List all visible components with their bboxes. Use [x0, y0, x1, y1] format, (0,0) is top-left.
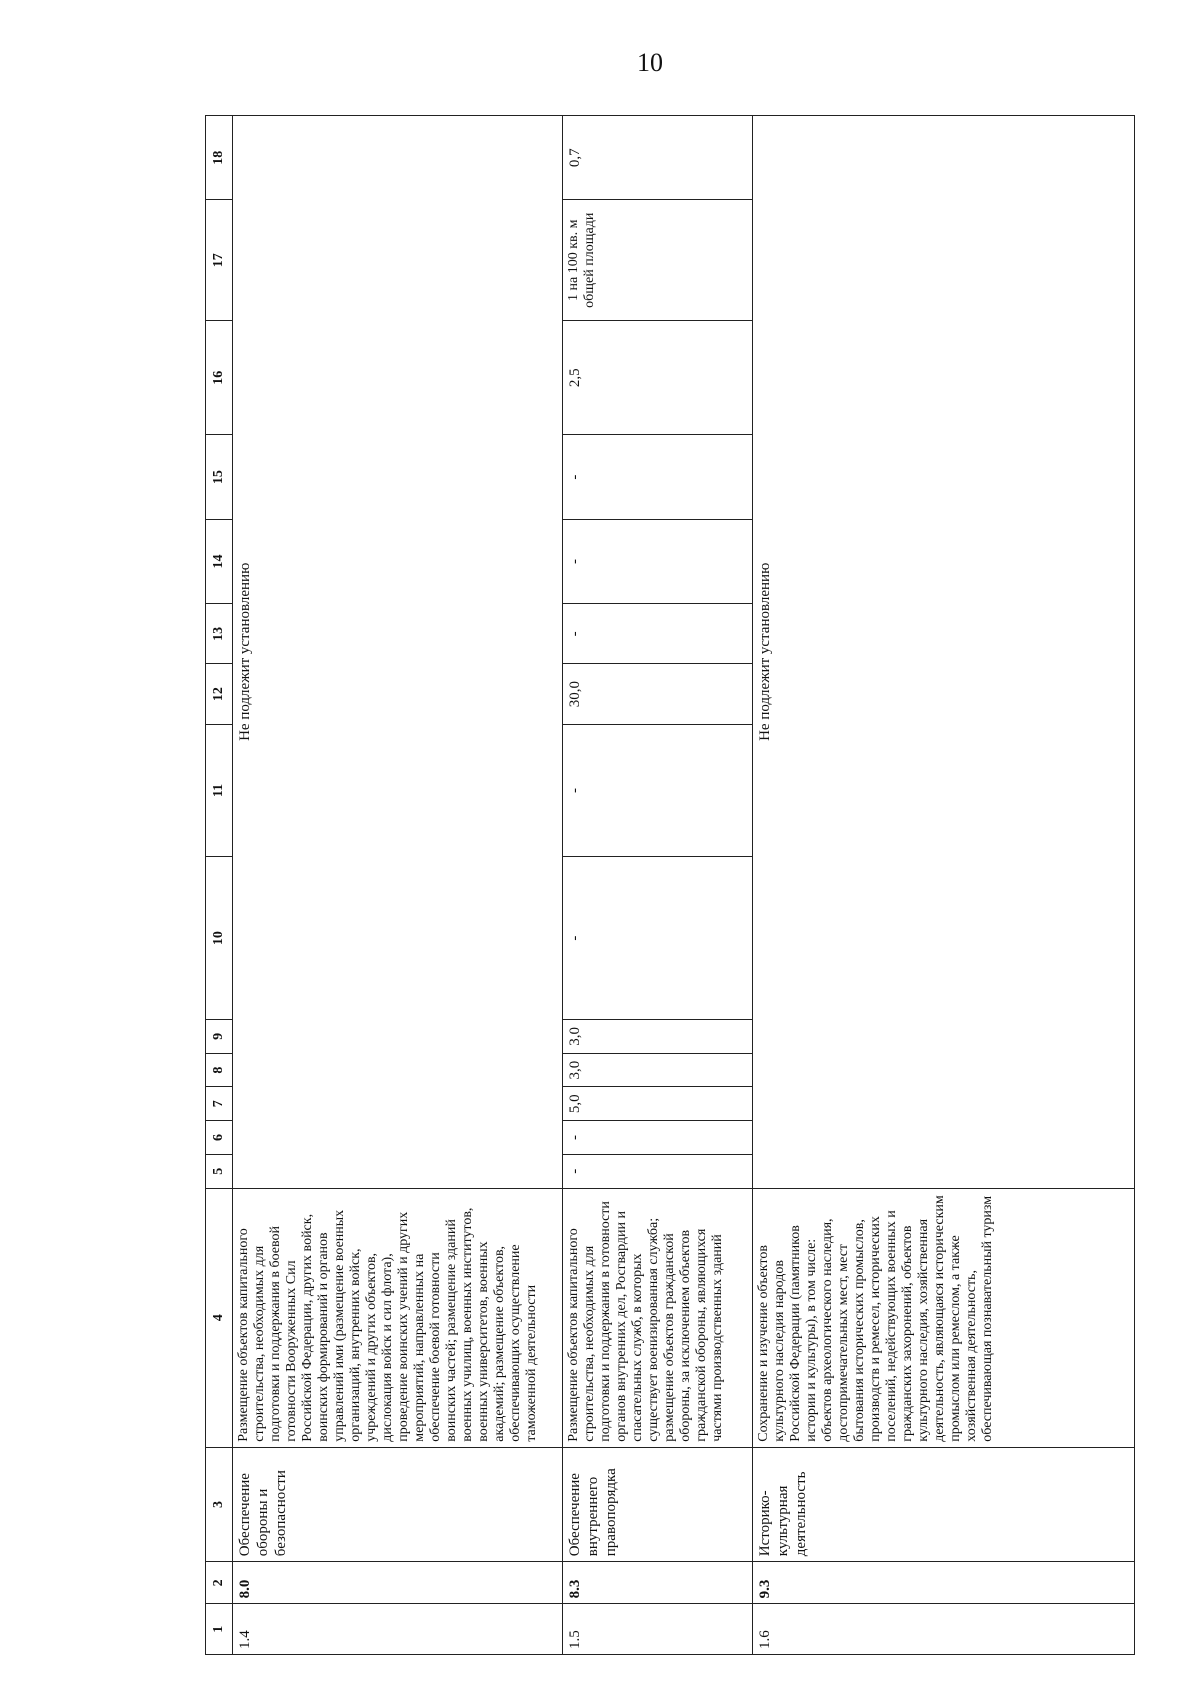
- table-row-1-6: [753, 116, 1135, 1655]
- table-row-1-4: [233, 116, 563, 1655]
- value-cell-7: 5,0: [563, 1087, 753, 1121]
- value-cell-13: -: [563, 604, 753, 664]
- col-header-6: 6: [206, 1121, 233, 1155]
- col-header-12: 12: [206, 664, 233, 724]
- table-wrapper: [205, 115, 1135, 1655]
- value-cell-12: 30,0: [563, 664, 753, 724]
- col-header-5: 5: [206, 1154, 233, 1188]
- page-number: 10: [637, 48, 663, 77]
- col-header-13: 13: [206, 604, 233, 664]
- code-cell: 9.3: [753, 1562, 1135, 1604]
- value-cell-15: -: [563, 435, 753, 519]
- col-header-15: 15: [206, 435, 233, 519]
- col-header-2: 2: [206, 1562, 233, 1604]
- col-header-14: 14: [206, 519, 233, 603]
- value-cell-8: 3,0: [563, 1053, 753, 1087]
- row-number: 1.6: [753, 1604, 1135, 1655]
- col-header-10: 10: [206, 857, 233, 1020]
- col-header-17: 17: [206, 200, 233, 321]
- value-cell-5: -: [563, 1154, 753, 1188]
- code-cell: 8.0: [233, 1562, 563, 1604]
- code-cell: 8.3: [563, 1562, 753, 1604]
- not-established-note: Не подлежит установлению: [753, 116, 1135, 1189]
- row-number: 1.4: [233, 1604, 563, 1655]
- description-cell: Размещение объектов капитального строительства, необходимых для подготовки и поддержания в готовности органов внутренних дел, Росгвардии и спасательных служб, в которых существует военизированная служба; размещение объектов гражданской обороны, за исключением объектов гражданской обороны, являющихся частями производственных зданий: [563, 1188, 753, 1447]
- col-header-4: 4: [206, 1188, 233, 1447]
- value-cell-18: 0,7: [563, 116, 753, 200]
- not-established-note: Не подлежит установлению: [233, 116, 563, 1189]
- rotated-table-container: [205, 115, 1135, 1655]
- col-header-11: 11: [206, 724, 233, 857]
- value-cell-14: -: [563, 519, 753, 603]
- use-type-cell: Обеспечение обороны и безопасности: [233, 1447, 563, 1561]
- col-header-16: 16: [206, 321, 233, 435]
- header-row: [206, 116, 233, 1655]
- value-cell-17: 1 на 100 кв. м общей площади: [563, 200, 753, 321]
- use-type-cell: Историко-культурная деятельность: [753, 1447, 1135, 1561]
- col-header-1: 1: [206, 1604, 233, 1655]
- col-header-3: 3: [206, 1447, 233, 1561]
- col-header-7: 7: [206, 1087, 233, 1121]
- col-header-18: 18: [206, 116, 233, 200]
- col-header-8: 8: [206, 1053, 233, 1087]
- value-cell-11: -: [563, 724, 753, 857]
- row-number: 1.5: [563, 1604, 753, 1655]
- zoning-table: [205, 115, 1135, 1655]
- description-cell: Сохранение и изучение объектов культурного наследия народов Российской Федерации (памятников истории и культуры), в том числе: объектов археологического наследия, достопримечательных мест, мест бытования исторических промыслов, производств и ремесел, исторических поселений, недействующих военных и гражданских захоронений, объектов культурного наследия, хозяйственная деятельность, являющаяся историческим промыслом или ремеслом, а также хозяйственная деятельность, обеспечивающая познавательный туризм: [753, 1188, 1135, 1447]
- value-cell-10: -: [563, 857, 753, 1020]
- value-cell-6: -: [563, 1121, 753, 1155]
- value-cell-9: 3,0: [563, 1019, 753, 1053]
- table-row-1-5: [563, 116, 753, 1655]
- col-header-9: 9: [206, 1019, 233, 1053]
- use-type-cell: Обеспечение внутреннего правопорядка: [563, 1447, 753, 1561]
- value-cell-16: 2,5: [563, 321, 753, 435]
- description-cell: Размещение объектов капитального строительства, необходимых для подготовки и поддержания в боевой готовности Вооруженных Сил Российской Федерации, других войск, воинских формирований и органов управлений ими (размещение военных организаций, внутренних войск, учреждений и других объектов, дислокация войск и сил флота), проведение воинских учений и других мероприятий, направленных на обеспечение боевой готовности воинских частей; размещение зданий военных училищ, военных институтов, военных университетов, военных академий; размещение объектов, обеспечивающих осуществление таможенной деятельности: [233, 1188, 563, 1447]
